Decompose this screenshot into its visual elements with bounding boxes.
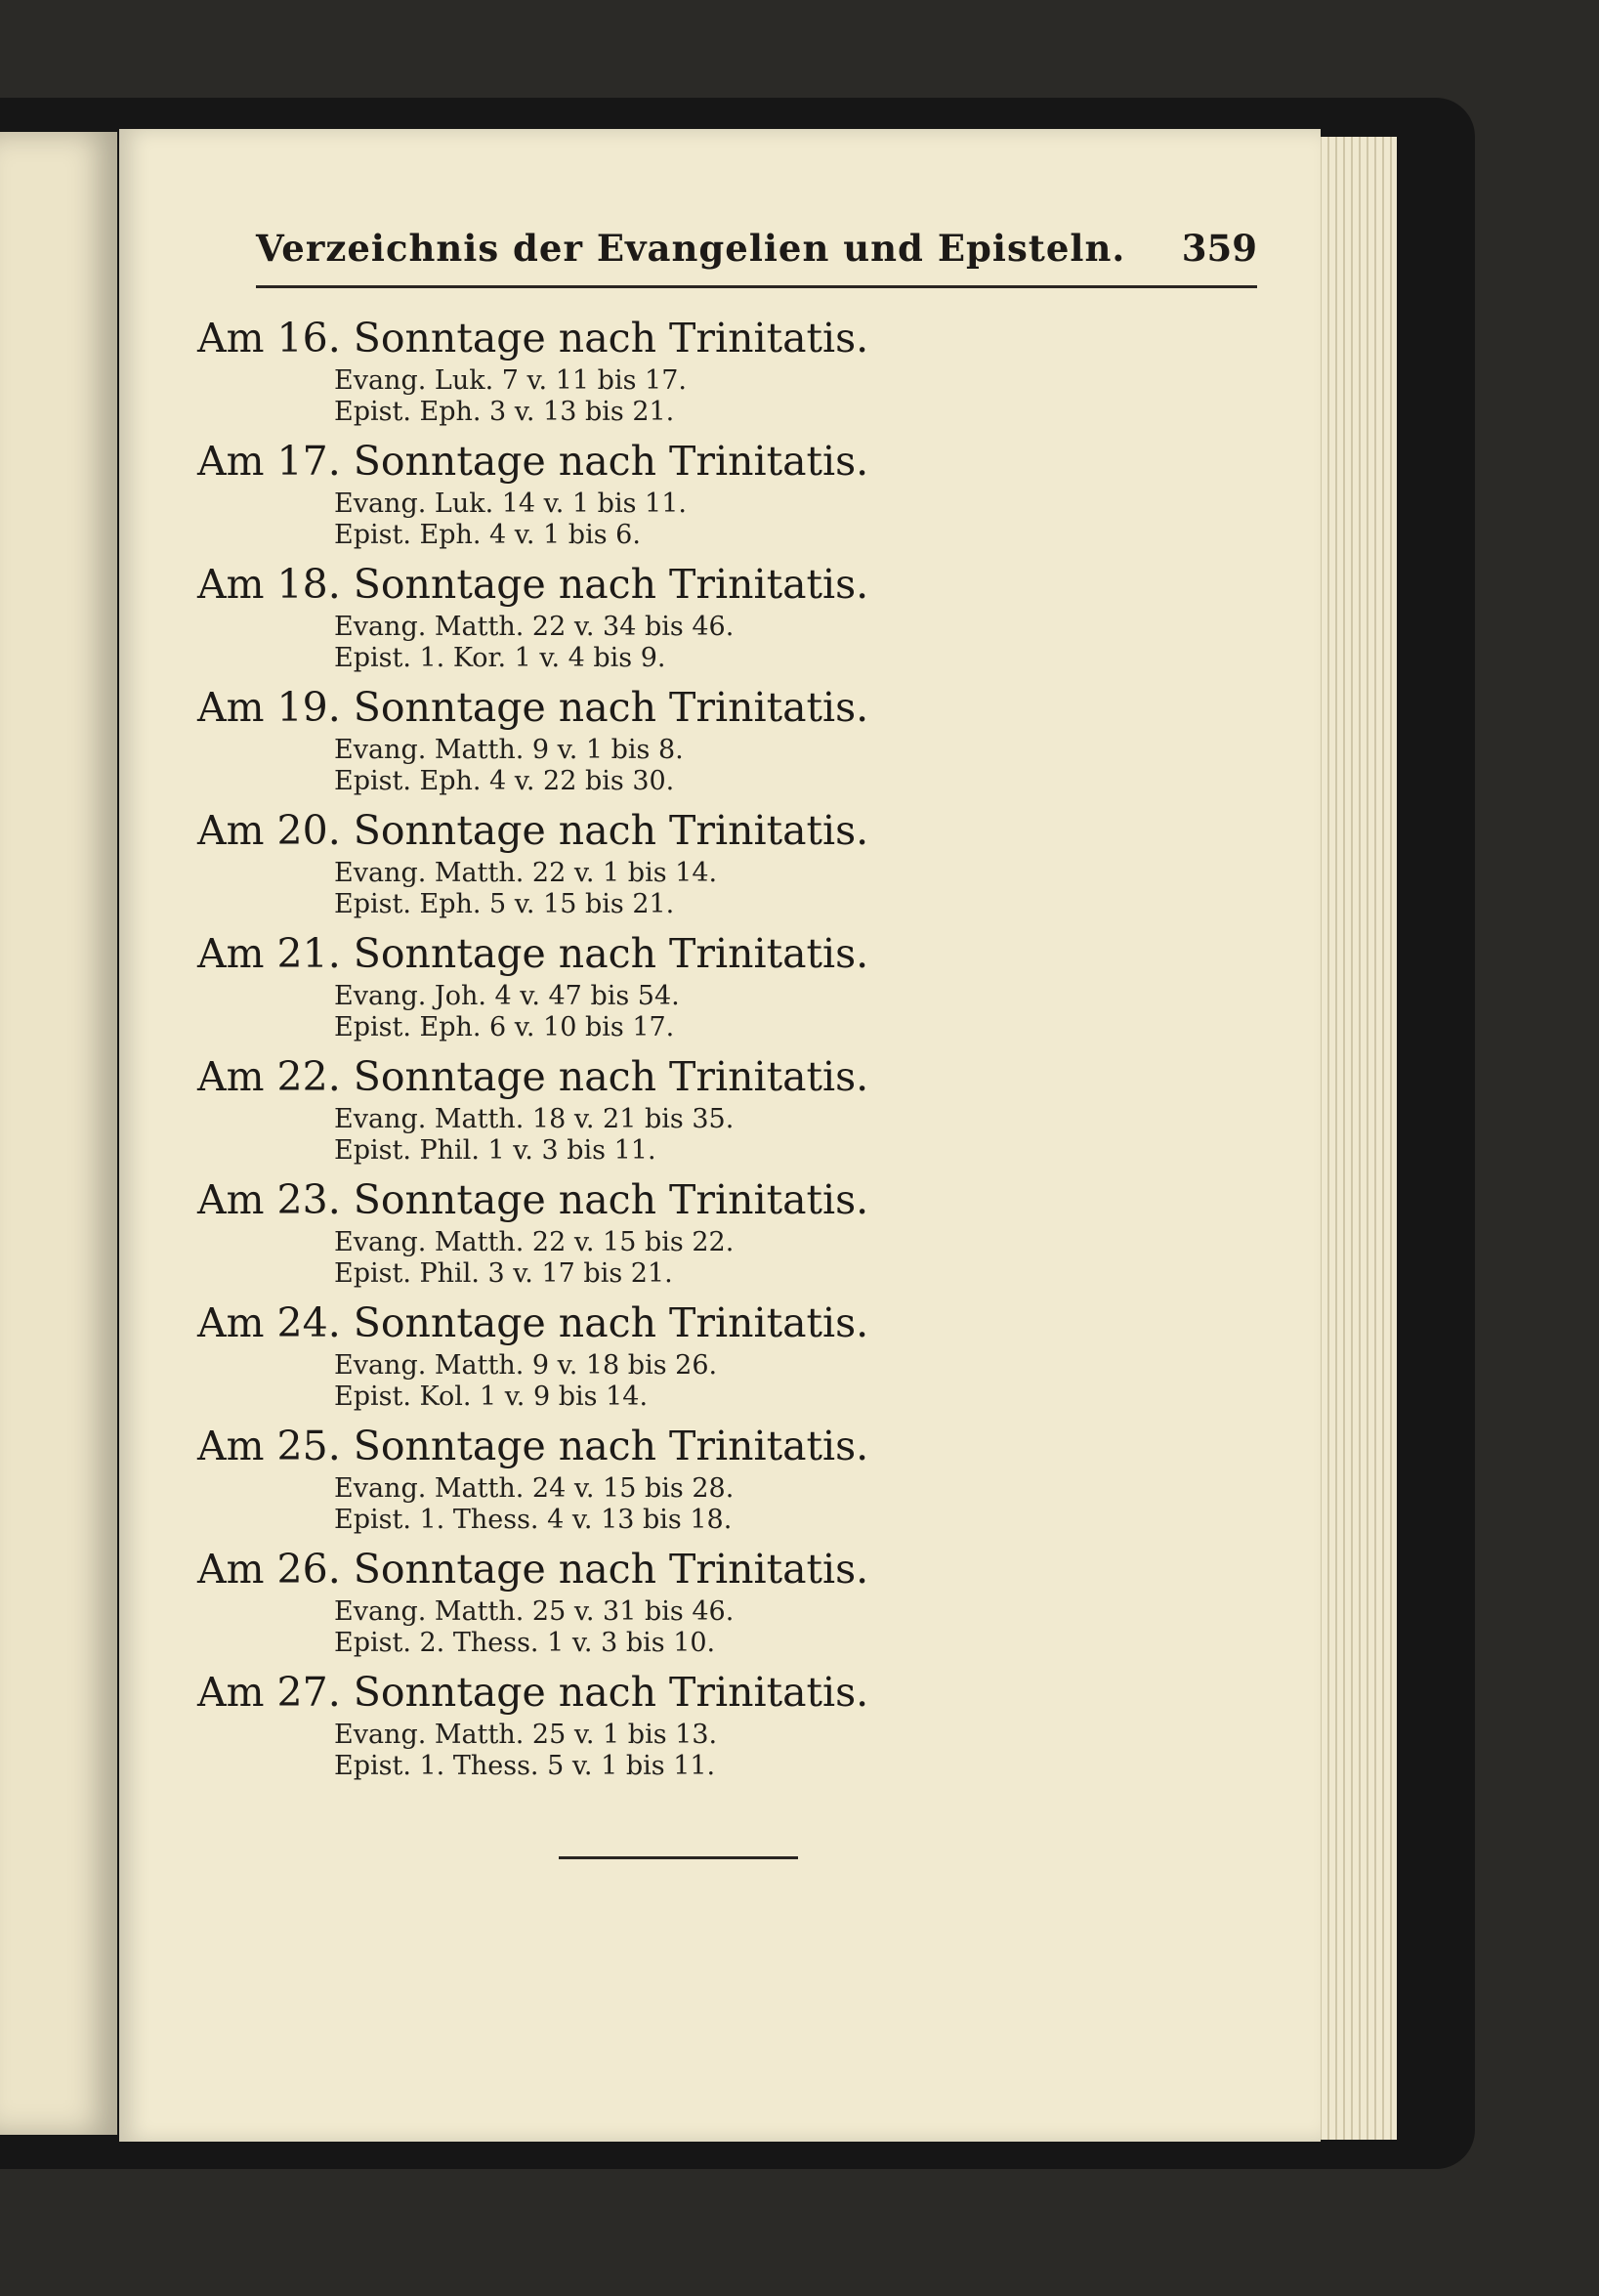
running-title: Verzeichnis der Evangelien und Episteln. [256,227,1126,270]
book-page [119,129,1321,2142]
sunday-heading: Am 21. Sonntage nach Trinitatis. [197,930,869,977]
sunday-heading: Am 22. Sonntage nach Trinitatis. [197,1053,869,1100]
sunday-heading: Am 18. Sonntage nach Trinitatis. [197,561,869,608]
epistle-reading: Epist. Eph. 6 v. 10 bis 17. [334,1012,675,1042]
epistle-reading: Epist. Eph. 5 v. 15 bis 21. [334,889,675,919]
gospel-reading: Evang. Matth. 24 v. 15 bis 28. [334,1473,735,1504]
left-page-edge [0,132,117,2135]
list-item [197,1051,1252,1174]
page-number: 359 [1181,227,1257,270]
list-item [197,928,1252,1051]
header-rule [256,285,1257,288]
end-rule [559,1856,798,1859]
sunday-heading: Am 17. Sonntage nach Trinitatis. [197,438,869,485]
list-item [197,1421,1252,1544]
page-stack-edges [1314,137,1397,2140]
list-item [197,1174,1252,1297]
sunday-heading: Am 26. Sonntage nach Trinitatis. [197,1546,869,1593]
gospel-reading: Evang. Luk. 7 v. 11 bis 17. [334,365,687,396]
readings-list [197,313,1252,1790]
gospel-reading: Evang. Matth. 9 v. 18 bis 26. [334,1350,718,1381]
sunday-heading: Am 19. Sonntage nach Trinitatis. [197,684,869,731]
epistle-reading: Epist. Eph. 4 v. 22 bis 30. [334,766,675,796]
epistle-reading: Epist. Phil. 1 v. 3 bis 11. [334,1135,656,1166]
epistle-reading: Epist. Eph. 3 v. 13 bis 21. [334,397,675,427]
list-item [197,313,1252,436]
gospel-reading: Evang. Matth. 18 v. 21 bis 35. [334,1104,735,1134]
list-item [197,1544,1252,1667]
list-item [197,1297,1252,1421]
sunday-heading: Am 20. Sonntage nach Trinitatis. [197,807,869,854]
list-item [197,436,1252,559]
gospel-reading: Evang. Joh. 4 v. 47 bis 54. [334,981,680,1011]
sunday-heading: Am 16. Sonntage nach Trinitatis. [197,315,869,361]
list-item [197,559,1252,682]
list-item [197,682,1252,805]
epistle-reading: Epist. Phil. 3 v. 17 bis 21. [334,1258,673,1289]
epistle-reading: Epist. 1. Thess. 5 v. 1 bis 11. [334,1751,716,1781]
epistle-reading: Epist. 2. Thess. 1 v. 3 bis 10. [334,1628,716,1658]
gospel-reading: Evang. Matth. 25 v. 1 bis 13. [334,1720,718,1750]
epistle-reading: Epist. 1. Kor. 1 v. 4 bis 9. [334,643,666,673]
epistle-reading: Epist. Eph. 4 v. 1 bis 6. [334,520,641,550]
gospel-reading: Evang. Matth. 22 v. 34 bis 46. [334,612,735,642]
list-item [197,1667,1252,1790]
sunday-heading: Am 25. Sonntage nach Trinitatis. [197,1423,869,1469]
gospel-reading: Evang. Matth. 22 v. 15 bis 22. [334,1227,735,1257]
gospel-reading: Evang. Matth. 25 v. 31 bis 46. [334,1596,735,1627]
running-header [256,227,1257,285]
sunday-heading: Am 27. Sonntage nach Trinitatis. [197,1669,869,1716]
gospel-reading: Evang. Matth. 9 v. 1 bis 8. [334,735,684,765]
sunday-heading: Am 23. Sonntage nach Trinitatis. [197,1176,869,1223]
list-item [197,805,1252,928]
gospel-reading: Evang. Luk. 14 v. 1 bis 11. [334,489,687,519]
epistle-reading: Epist. 1. Thess. 4 v. 13 bis 18. [334,1505,733,1535]
sunday-heading: Am 24. Sonntage nach Trinitatis. [197,1299,869,1346]
gospel-reading: Evang. Matth. 22 v. 1 bis 14. [334,858,718,888]
epistle-reading: Epist. Kol. 1 v. 9 bis 14. [334,1382,649,1412]
